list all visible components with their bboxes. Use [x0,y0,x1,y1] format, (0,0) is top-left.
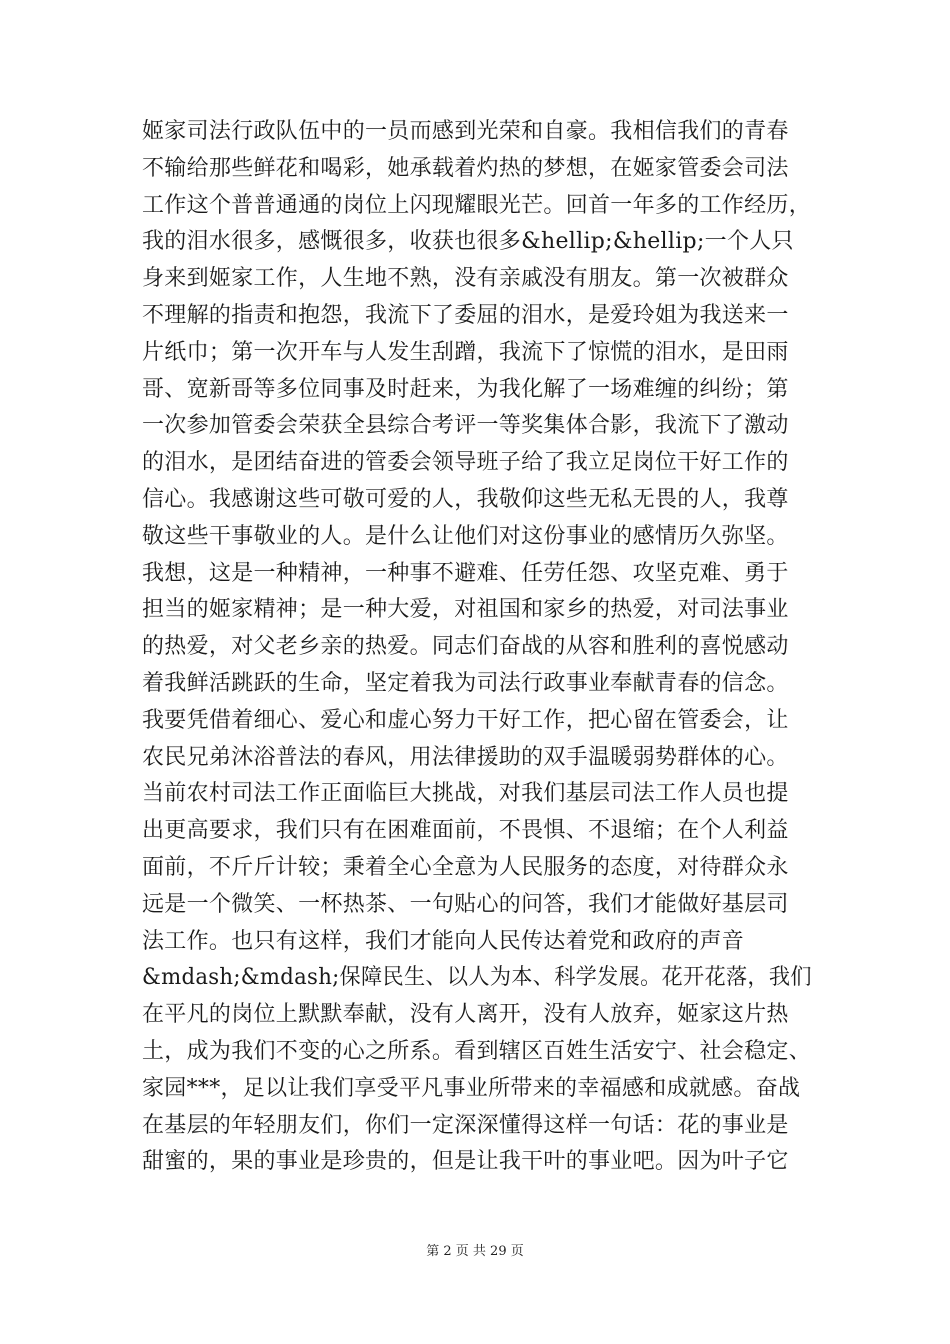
text-line: 农民兄弟沐浴普法的春风，用法律援助的双手温暖弱势群体的心。 [142,744,789,770]
text-line: 哥、宽新哥等多位同事及时赶来，为我化解了一场难缠的纠纷；第 [142,376,789,402]
text-line: 的泪水，是团结奋进的管委会领导班子给了我立足岗位干好工作的 [142,450,789,476]
text-line: 远是一个微笑、一杯热茶、一句贴心的问答，我们才能做好基层司 [142,891,789,917]
text-line: 出更高要求，我们只有在困难面前，不畏惧、不退缩；在个人利益 [142,818,789,844]
text-line: 甜蜜的，果的事业是珍贵的，但是让我干叶的事业吧。因为叶子它 [142,1149,789,1175]
text-line: 家园***，足以让我们享受平凡事业所带来的幸福感和成就感。奋战 [142,1075,801,1101]
page-number-footer: 第 2 页 共 29 页 [426,1244,524,1259]
text-line: 土，成为我们不变的心之所系。看到辖区百姓生活安宁、社会稳定、 [142,1038,812,1064]
text-line: 法工作。也只有这样，我们才能向人民传达着党和政府的声音 [142,928,745,954]
text-line: 姬家司法行政队伍中的一员而感到光荣和自豪。我相信我们的青春 [142,119,789,144]
text-line: 面前，不斤斤计较；秉着全心全意为人民服务的态度，对待群众永 [142,854,789,880]
text-line: 的热爱，对父老乡亲的热爱。同志们奋战的从容和胜利的喜悦感动 [142,634,789,660]
text-line: 不理解的指责和抱怨，我流下了委屈的泪水，是爱玲姐为我送来一 [142,302,789,328]
text-line: 片纸巾；第一次开车与人发生刮蹭，我流下了惊慌的泪水，是田雨 [142,339,789,365]
text-line: 我要凭借着细心、爱心和虚心努力干好工作，把心留在管委会，让 [142,707,789,733]
text-line: 一次参加管委会荣获全县综合考评一等奖集体合影，我流下了激动 [142,413,789,439]
text-line: 当前农村司法工作正面临巨大挑战，对我们基层司法工作人员也提 [142,781,789,807]
text-line: 信心。我感谢这些可敬可爱的人，我敬仰这些无私无畏的人，我尊 [142,486,789,512]
text-line: 身来到姬家工作，人生地不熟，没有亲戚没有朋友。第一次被群众 [142,266,789,292]
body-text [142,114,812,1181]
text-line: 在平凡的岗位上默默奉献，没有人离开，没有人放弃，姬家这片热 [142,1002,789,1028]
text-line: 我的泪水很多，感慨很多，收获也很多&hellip;&hellip;一个人只 [142,229,794,255]
text-line: 在基层的年轻朋友们，你们一定深深懂得这样一句话：花的事业是 [142,1112,789,1138]
text-line: 担当的姬家精神；是一种大爱，对祖国和家乡的热爱，对司法事业 [142,597,789,623]
text-line: 不输给那些鲜花和喝彩，她承载着灼热的梦想，在姬家管委会司法 [142,155,789,181]
text-line: 着我鲜活跳跃的生命，坚定着我为司法行政事业奉献青春的信念。 [142,670,789,696]
text-line: &mdash;&mdash;保障民生、以人为本、科学发展。花开花落，我们 [142,965,812,991]
text-line: 我想，这是一种精神，一种事不避难、任劳任怨、攻坚克难、勇于 [142,560,789,586]
text-line: 工作这个普普通通的岗位上闪现耀眼光芒。回首一年多的工作经历， [142,192,812,218]
text-line: 敬这些干事敬业的人。是什么让他们对这份事业的感情历久弥坚。 [142,523,789,549]
